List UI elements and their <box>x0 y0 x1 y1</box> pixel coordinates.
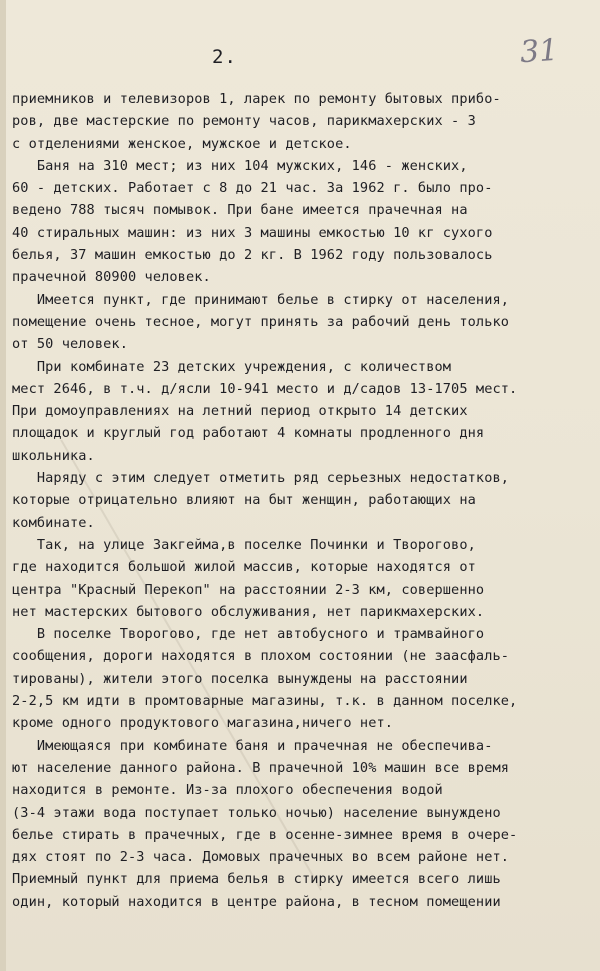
text-line: от 50 человек. <box>12 336 128 353</box>
typewritten-body <box>12 88 598 913</box>
text-line: которые отрицательно влияют на быт женщин, работающих на <box>12 492 476 509</box>
text-line: При комбинате 23 детских учреждения, с количеством <box>12 358 452 375</box>
text-line: ведено 788 тысяч помывок. При бане имеется прачечная на <box>12 202 468 219</box>
text-line: тированы), жители этого поселка вынуждены на расстоянии <box>12 670 468 687</box>
text-line: (3-4 этажи вода поступает только ночью) население вынуждено <box>12 804 501 821</box>
text-line: Наряду с этим следует отметить ряд серьезных недостатков, <box>12 470 510 487</box>
text-line: кроме одного продуктового магазина,ничего нет. <box>12 715 394 732</box>
text-line: ют население данного района. В прачечной 10% машин все время <box>12 759 510 776</box>
text-line: находится в ремонте. Из-за плохого обеспечения водой <box>12 782 443 799</box>
text-line: центра "Красный Перекоп" на расстоянии 2-3 км, совершенно <box>12 581 485 598</box>
text-line: 60 - детских. Работает с 8 до 21 час. За 1962 г. было про- <box>12 180 493 197</box>
text-line: прачечной 80900 человек. <box>12 269 211 286</box>
text-line: комбинате. <box>12 514 95 531</box>
text-line: где находится большой жилой массив, которые находятся от <box>12 559 476 576</box>
text-line: Имеется пункт, где принимают белье в стирку от населения, <box>12 291 510 308</box>
text-line: В поселке Творогово, где нет автобусного и трамвайного <box>12 626 485 643</box>
text-line: школьника. <box>12 447 95 464</box>
page-edge-shadow <box>0 0 6 971</box>
text-line: Приемный пункт для приема белья в стирку имеется всего лишь <box>12 871 501 888</box>
text-line: Так, на улице Закгейма,в поселке Починки и Творогово, <box>12 536 476 553</box>
text-line: нет мастерских бытового обслуживания, нет парикмахерских. <box>12 603 485 620</box>
text-line: При домоуправлениях на летний период открыто 14 детских <box>12 403 468 420</box>
text-line: дях стоят по 2-3 часа. Домовых прачечных во всем районе нет. <box>12 849 510 866</box>
text-line: один, который находится в центре района, в тесном помещении <box>12 893 501 910</box>
text-line: Баня на 310 мест; из них 104 мужских, 146 - женских, <box>12 157 468 174</box>
text-line: помещение очень тесное, могут принять за рабочий день только <box>12 313 510 330</box>
text-line: белье стирать в прачечных, где в осенне-зимнее время в очере- <box>12 826 518 843</box>
text-line: сообщения, дороги находятся в плохом состоянии (не заасфаль- <box>12 648 510 665</box>
text-line: с отделениями женское, мужское и детское. <box>12 135 352 152</box>
text-line: Имеющаяся при комбинате баня и прачечная не обеспечива- <box>12 737 493 754</box>
page-number: 2. <box>212 46 237 68</box>
text-line: мест 2646, в т.ч. д/ясли 10-941 место и д/садов 13-1705 мест. <box>12 380 518 397</box>
text-line: ров, две мастерские по ремонту часов, парикмахерских - 3 <box>12 113 476 130</box>
text-line: 2-2,5 км идти в промтоварные магазины, т.к. в данном поселке, <box>12 693 518 710</box>
archive-folio-number: 31 <box>518 32 560 71</box>
text-line: 40 стиральных машин: из них 3 машины емкостью 10 кг сухого <box>12 224 493 241</box>
text-line: белья, 37 машин емкостью до 2 кг. В 1962 году пользовалось <box>12 247 493 264</box>
text-line: приемников и телевизоров 1, ларек по ремонту бытовых прибо- <box>12 91 501 107</box>
text-line: площадок и круглый год работают 4 комнаты продленного дня <box>12 425 485 442</box>
